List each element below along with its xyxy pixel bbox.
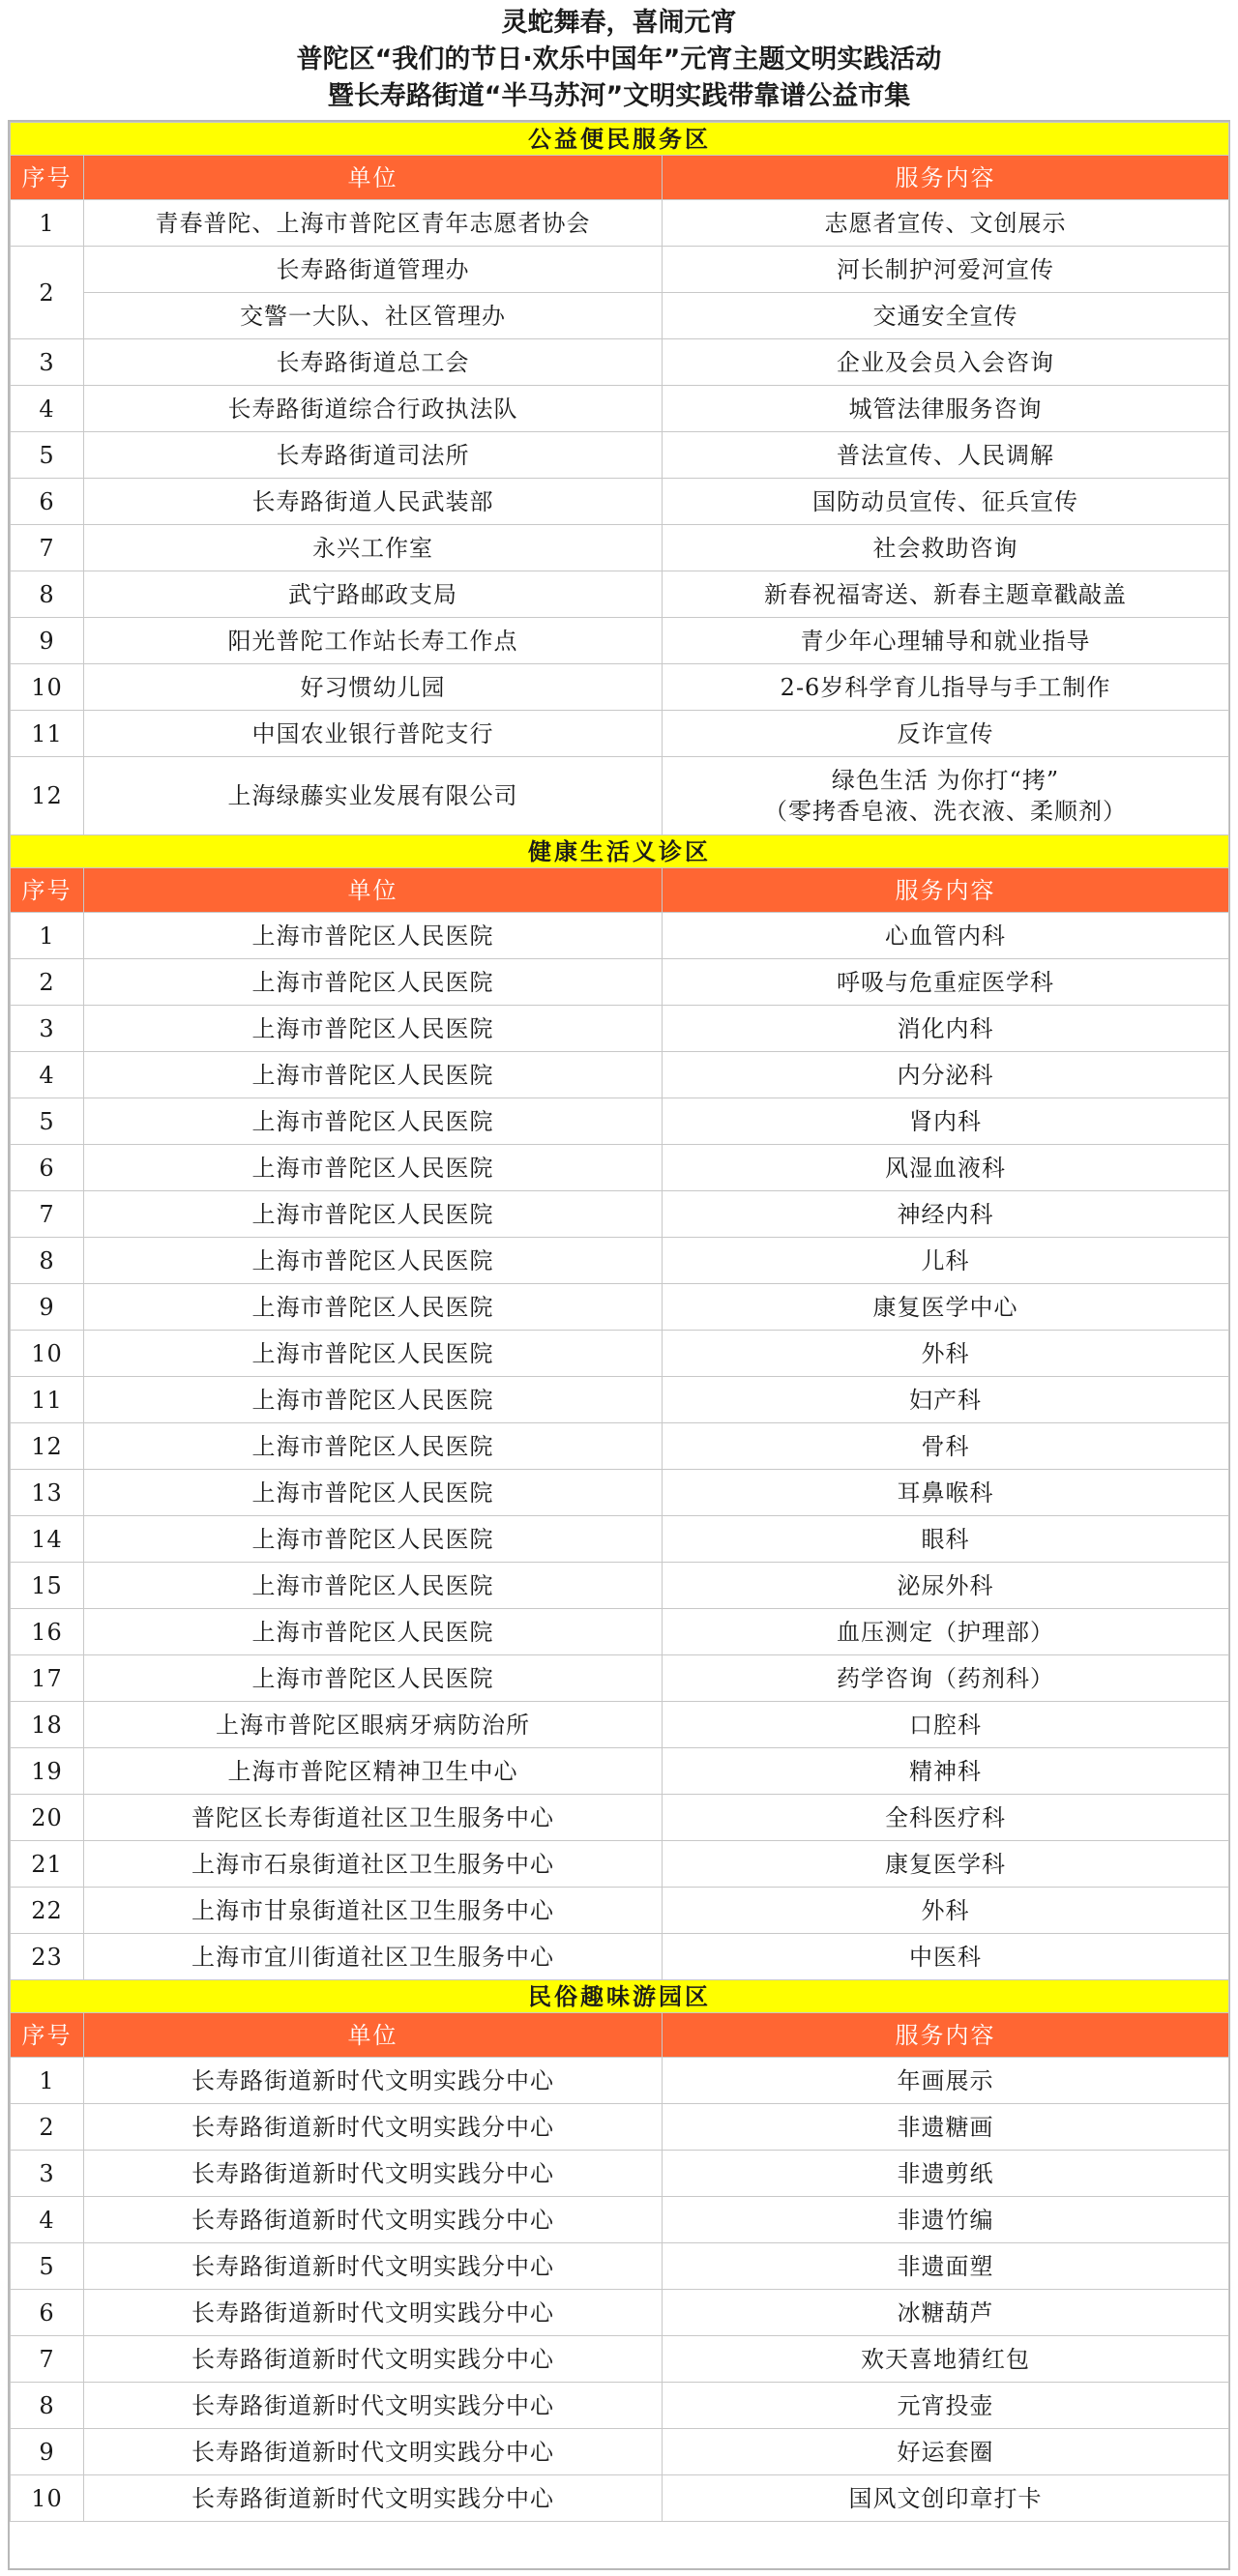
unit-cell: 普陀区长寿街道社区卫生服务中心 [84, 1795, 663, 1841]
table-row [11, 339, 1229, 386]
service-text: 非遗剪纸 [897, 2159, 994, 2187]
table-row [11, 1841, 1229, 1888]
row-number: 2 [11, 2104, 84, 2151]
service-cell [663, 1934, 1229, 1980]
table-row [11, 2058, 1229, 2104]
unit-cell: 阳光普陀工作站长寿工作点 [84, 618, 663, 664]
section-title: 民俗趣味游园区 [11, 1980, 1229, 2013]
row-number: 8 [11, 571, 84, 618]
service-text: 眼科 [921, 1525, 970, 1553]
service-text: 泌尿外科 [897, 1571, 994, 1599]
unit-cell: 长寿路街道新时代文明实践分中心 [84, 2429, 663, 2475]
row-number: 5 [11, 2243, 84, 2290]
service-cell [663, 664, 1229, 711]
unit-cell: 上海市普陀区人民医院 [84, 1609, 663, 1655]
table-row [11, 618, 1229, 664]
table-row [11, 1795, 1229, 1841]
table-row [11, 2429, 1229, 2475]
service-text: 内分泌科 [897, 1061, 994, 1089]
row-number: 6 [11, 2290, 84, 2336]
service-cell [663, 432, 1229, 479]
unit-cell: 长寿路街道管理办 [84, 247, 663, 293]
unit-cell: 上海市普陀区人民医院 [84, 1655, 663, 1702]
header-row [11, 868, 1229, 913]
service-text: 骨科 [921, 1432, 970, 1460]
unit-cell: 好习惯幼儿园 [84, 664, 663, 711]
row-number: 20 [11, 1795, 84, 1841]
unit-cell: 长寿路街道新时代文明实践分中心 [84, 2058, 663, 2104]
service-table [10, 122, 1229, 2522]
unit-cell: 上海市普陀区人民医院 [84, 1470, 663, 1516]
unit-cell: 上海市普陀区精神卫生中心 [84, 1748, 663, 1795]
table-row [11, 1888, 1229, 1934]
table-row [11, 200, 1229, 247]
header-service: 服务内容 [663, 868, 1229, 913]
header-unit: 单位 [84, 2013, 663, 2058]
row-number: 2 [11, 247, 84, 339]
service-cell [663, 247, 1229, 293]
service-text: 非遗竹编 [897, 2206, 994, 2234]
table-row [11, 1284, 1229, 1331]
service-text: 药学咨询（药剂科） [837, 1664, 1054, 1692]
table-row [11, 2475, 1229, 2522]
service-cell [663, 1098, 1229, 1145]
header-row [11, 156, 1229, 200]
row-number: 17 [11, 1655, 84, 1702]
unit-cell: 上海市石泉街道社区卫生服务中心 [84, 1841, 663, 1888]
unit-cell: 上海市普陀区人民医院 [84, 913, 663, 959]
table-row [11, 1563, 1229, 1609]
row-number: 8 [11, 2383, 84, 2429]
unit-cell: 上海市普陀区人民医院 [84, 1516, 663, 1563]
header-unit: 单位 [84, 868, 663, 913]
service-cell [663, 1238, 1229, 1284]
service-cell [663, 2104, 1229, 2151]
header-service: 服务内容 [663, 2013, 1229, 2058]
table-row [11, 1052, 1229, 1098]
service-cell [663, 1516, 1229, 1563]
service-cell [663, 757, 1229, 835]
row-number: 15 [11, 1563, 84, 1609]
service-cell [663, 1841, 1229, 1888]
table-row [11, 432, 1229, 479]
header-service: 服务内容 [663, 156, 1229, 200]
service-cell [663, 386, 1229, 432]
page-header [0, 0, 1238, 116]
header-no: 序号 [11, 156, 84, 200]
row-number: 7 [11, 1191, 84, 1238]
table-row [11, 2104, 1229, 2151]
service-cell [663, 200, 1229, 247]
service-text: 非遗糖画 [897, 2113, 994, 2141]
row-number: 8 [11, 1238, 84, 1284]
unit-cell: 长寿路街道新时代文明实践分中心 [84, 2197, 663, 2243]
service-text: 非遗面塑 [897, 2252, 994, 2280]
unit-cell: 上海市普陀区人民医院 [84, 1191, 663, 1238]
table-row [11, 959, 1229, 1006]
schedule-sheet [8, 120, 1230, 2570]
row-number: 19 [11, 1748, 84, 1795]
service-text: 呼吸与危重症医学科 [837, 968, 1054, 996]
service-cell [663, 1145, 1229, 1191]
unit-cell: 长寿路街道新时代文明实践分中心 [84, 2104, 663, 2151]
service-cell [663, 1655, 1229, 1702]
unit-cell: 上海市普陀区眼病牙病防治所 [84, 1702, 663, 1748]
service-cell [663, 1377, 1229, 1423]
service-text: 企业及会员入会咨询 [837, 348, 1054, 376]
row-number: 11 [11, 1377, 84, 1423]
row-number: 6 [11, 1145, 84, 1191]
unit-cell: 上海市宜川街道社区卫生服务中心 [84, 1934, 663, 1980]
service-cell [663, 711, 1229, 757]
service-cell [663, 1795, 1229, 1841]
service-cell [663, 1052, 1229, 1098]
unit-cell: 长寿路街道综合行政执法队 [84, 386, 663, 432]
unit-cell: 长寿路街道新时代文明实践分中心 [84, 2336, 663, 2383]
table-row [11, 664, 1229, 711]
service-cell [663, 1331, 1229, 1377]
table-row [11, 479, 1229, 525]
service-text: 普法宣传、人民调解 [837, 441, 1054, 469]
unit-cell: 上海市普陀区人民医院 [84, 1098, 663, 1145]
service-text: 志愿者宣传、文创展示 [824, 209, 1067, 237]
service-cell [663, 1423, 1229, 1470]
row-number: 12 [11, 1423, 84, 1470]
row-number: 3 [11, 339, 84, 386]
table-row [11, 2336, 1229, 2383]
table-row [11, 1098, 1229, 1145]
row-number: 4 [11, 1052, 84, 1098]
service-text: 儿科 [921, 1246, 970, 1274]
table-row [11, 1238, 1229, 1284]
row-number: 10 [11, 664, 84, 711]
service-cell [663, 2151, 1229, 2197]
service-cell [663, 913, 1229, 959]
row-number: 5 [11, 1098, 84, 1145]
unit-cell: 长寿路街道新时代文明实践分中心 [84, 2383, 663, 2429]
section-row [11, 835, 1229, 868]
service-text: 年画展示 [897, 2066, 994, 2094]
row-number: 13 [11, 1470, 84, 1516]
table-row [11, 1006, 1229, 1052]
table-row [11, 2197, 1229, 2243]
table-row [11, 1191, 1229, 1238]
service-cell [663, 2290, 1229, 2336]
service-cell [663, 1191, 1229, 1238]
row-number: 2 [11, 959, 84, 1006]
row-number: 10 [11, 2475, 84, 2522]
table-row [11, 2383, 1229, 2429]
service-text: 神经内科 [897, 1200, 994, 1228]
service-cell [663, 2058, 1229, 2104]
table-row [11, 913, 1229, 959]
service-text: 肾内科 [909, 1107, 982, 1135]
unit-cell: 上海市普陀区人民医院 [84, 1006, 663, 1052]
service-cell [663, 2475, 1229, 2522]
header-no: 序号 [11, 868, 84, 913]
service-text: 血压测定（护理部） [837, 1618, 1054, 1646]
unit-cell: 长寿路街道总工会 [84, 339, 663, 386]
row-number: 18 [11, 1702, 84, 1748]
service-text: 冰糖葫芦 [897, 2298, 994, 2327]
row-number: 3 [11, 1006, 84, 1052]
row-number: 23 [11, 1934, 84, 1980]
service-cell [663, 2336, 1229, 2383]
row-number: 11 [11, 711, 84, 757]
row-number: 22 [11, 1888, 84, 1934]
table-row [11, 1145, 1229, 1191]
table-row [11, 1655, 1229, 1702]
unit-cell: 上海市普陀区人民医院 [84, 1331, 663, 1377]
service-text: 精神科 [909, 1757, 982, 1785]
service-text: 新春祝福寄送、新春主题章戳敲盖 [764, 580, 1127, 608]
header-unit: 单位 [84, 156, 663, 200]
title-line-2: 普陀区“我们的节日·欢乐中国年”元宵主题文明实践活动 [296, 44, 942, 74]
unit-cell: 上海绿藤实业发展有限公司 [84, 757, 663, 835]
table-row [11, 293, 1229, 339]
service-text: 口腔科 [909, 1711, 982, 1739]
service-text: 青少年心理辅导和就业指导 [800, 627, 1091, 655]
service-text: 康复医学科 [885, 1850, 1006, 1878]
service-text: 欢天喜地猜红包 [861, 2345, 1030, 2373]
row-number: 21 [11, 1841, 84, 1888]
unit-cell: 上海市普陀区人民医院 [84, 1377, 663, 1423]
row-number: 6 [11, 479, 84, 525]
unit-cell: 长寿路街道人民武装部 [84, 479, 663, 525]
unit-cell: 上海市普陀区人民医院 [84, 1238, 663, 1284]
service-text: 好运套圈 [897, 2438, 994, 2466]
service-cell [663, 1563, 1229, 1609]
unit-cell: 上海市普陀区人民医院 [84, 959, 663, 1006]
row-number: 12 [11, 757, 84, 835]
service-text: （零拷香皂液、洗衣液、柔顺剂） [764, 798, 1127, 825]
service-text: 心血管内科 [885, 922, 1006, 950]
unit-cell: 长寿路街道司法所 [84, 432, 663, 479]
unit-cell: 上海市普陀区人民医院 [84, 1052, 663, 1098]
row-number: 9 [11, 618, 84, 664]
service-cell [663, 293, 1229, 339]
section-title: 健康生活义诊区 [11, 835, 1229, 868]
table-row [11, 2290, 1229, 2336]
row-number: 9 [11, 1284, 84, 1331]
row-number: 7 [11, 525, 84, 571]
service-text: 国风文创印章打卡 [848, 2484, 1043, 2512]
title-line-3: 暨长寿路街道“半马苏河”文明实践带靠谱公益市集 [327, 81, 911, 111]
section-row [11, 1980, 1229, 2013]
unit-cell: 长寿路街道新时代文明实践分中心 [84, 2151, 663, 2197]
table-row [11, 1377, 1229, 1423]
service-text: 中医科 [909, 1943, 982, 1971]
unit-cell: 上海市甘泉街道社区卫生服务中心 [84, 1888, 663, 1934]
table-row [11, 1516, 1229, 1563]
row-number: 1 [11, 913, 84, 959]
unit-cell: 长寿路街道新时代文明实践分中心 [84, 2475, 663, 2522]
row-number: 3 [11, 2151, 84, 2197]
service-text: 外科 [921, 1339, 970, 1367]
table-row [11, 1702, 1229, 1748]
service-text: 国防动员宣传、征兵宣传 [812, 487, 1078, 515]
row-number: 10 [11, 1331, 84, 1377]
service-text: 城管法律服务咨询 [848, 395, 1043, 423]
row-number: 7 [11, 2336, 84, 2383]
service-cell [663, 571, 1229, 618]
unit-cell: 武宁路邮政支局 [84, 571, 663, 618]
service-cell [663, 2429, 1229, 2475]
table-row [11, 386, 1229, 432]
table-row [11, 1423, 1229, 1470]
row-number: 9 [11, 2429, 84, 2475]
service-cell [663, 1284, 1229, 1331]
unit-cell: 上海市普陀区人民医院 [84, 1423, 663, 1470]
service-text: 外科 [921, 1896, 970, 1924]
service-cell [663, 2243, 1229, 2290]
unit-cell: 交警一大队、社区管理办 [84, 293, 663, 339]
table-row [11, 2151, 1229, 2197]
row-number: 1 [11, 2058, 84, 2104]
row-number: 4 [11, 2197, 84, 2243]
header-no: 序号 [11, 2013, 84, 2058]
table-row [11, 711, 1229, 757]
service-text: 交通安全宣传 [872, 302, 1018, 330]
service-cell [663, 339, 1229, 386]
service-text: 反诈宣传 [897, 719, 994, 747]
service-text: 2-6岁科学育儿指导与手工制作 [780, 673, 1111, 701]
unit-cell: 上海市普陀区人民医院 [84, 1563, 663, 1609]
row-number: 16 [11, 1609, 84, 1655]
table-row [11, 1609, 1229, 1655]
service-table-body [11, 123, 1229, 2522]
row-number: 5 [11, 432, 84, 479]
service-text: 风湿血液科 [885, 1154, 1006, 1182]
table-row [11, 1331, 1229, 1377]
unit-cell: 上海市普陀区人民医院 [84, 1145, 663, 1191]
table-row [11, 2243, 1229, 2290]
header-row [11, 2013, 1229, 2058]
section-title: 公益便民服务区 [11, 123, 1229, 156]
unit-cell: 中国农业银行普陀支行 [84, 711, 663, 757]
service-text: 河长制护河爱河宣传 [837, 255, 1054, 283]
service-text: 耳鼻喉科 [897, 1478, 994, 1507]
service-cell [663, 479, 1229, 525]
service-cell [663, 1748, 1229, 1795]
service-cell [663, 2383, 1229, 2429]
service-text: 绿色生活 为你打“拷” [831, 767, 1060, 794]
table-row [11, 571, 1229, 618]
table-row [11, 247, 1229, 293]
service-cell [663, 2197, 1229, 2243]
service-cell [663, 618, 1229, 664]
table-row [11, 757, 1229, 835]
section-row [11, 123, 1229, 156]
unit-cell: 永兴工作室 [84, 525, 663, 571]
table-row [11, 1934, 1229, 1980]
row-number: 1 [11, 200, 84, 247]
service-text: 妇产科 [909, 1386, 982, 1414]
title-line-1: 灵蛇舞春，喜闹元宵 [501, 8, 737, 38]
row-number: 14 [11, 1516, 84, 1563]
row-number: 4 [11, 386, 84, 432]
table-row [11, 1470, 1229, 1516]
service-cell [663, 1888, 1229, 1934]
service-cell [663, 1702, 1229, 1748]
service-cell [663, 1609, 1229, 1655]
service-text: 消化内科 [897, 1014, 994, 1042]
table-row [11, 1748, 1229, 1795]
service-cell [663, 1470, 1229, 1516]
service-text: 社会救助咨询 [872, 534, 1018, 562]
service-cell [663, 1006, 1229, 1052]
unit-cell: 上海市普陀区人民医院 [84, 1284, 663, 1331]
service-cell [663, 959, 1229, 1006]
unit-cell: 长寿路街道新时代文明实践分中心 [84, 2243, 663, 2290]
unit-cell: 青春普陀、上海市普陀区青年志愿者协会 [84, 200, 663, 247]
service-text: 康复医学中心 [872, 1293, 1018, 1321]
table-row [11, 525, 1229, 571]
service-text: 元宵投壶 [897, 2391, 994, 2419]
unit-cell: 长寿路街道新时代文明实践分中心 [84, 2290, 663, 2336]
service-text: 全科医疗科 [885, 1803, 1006, 1831]
service-cell [663, 525, 1229, 571]
